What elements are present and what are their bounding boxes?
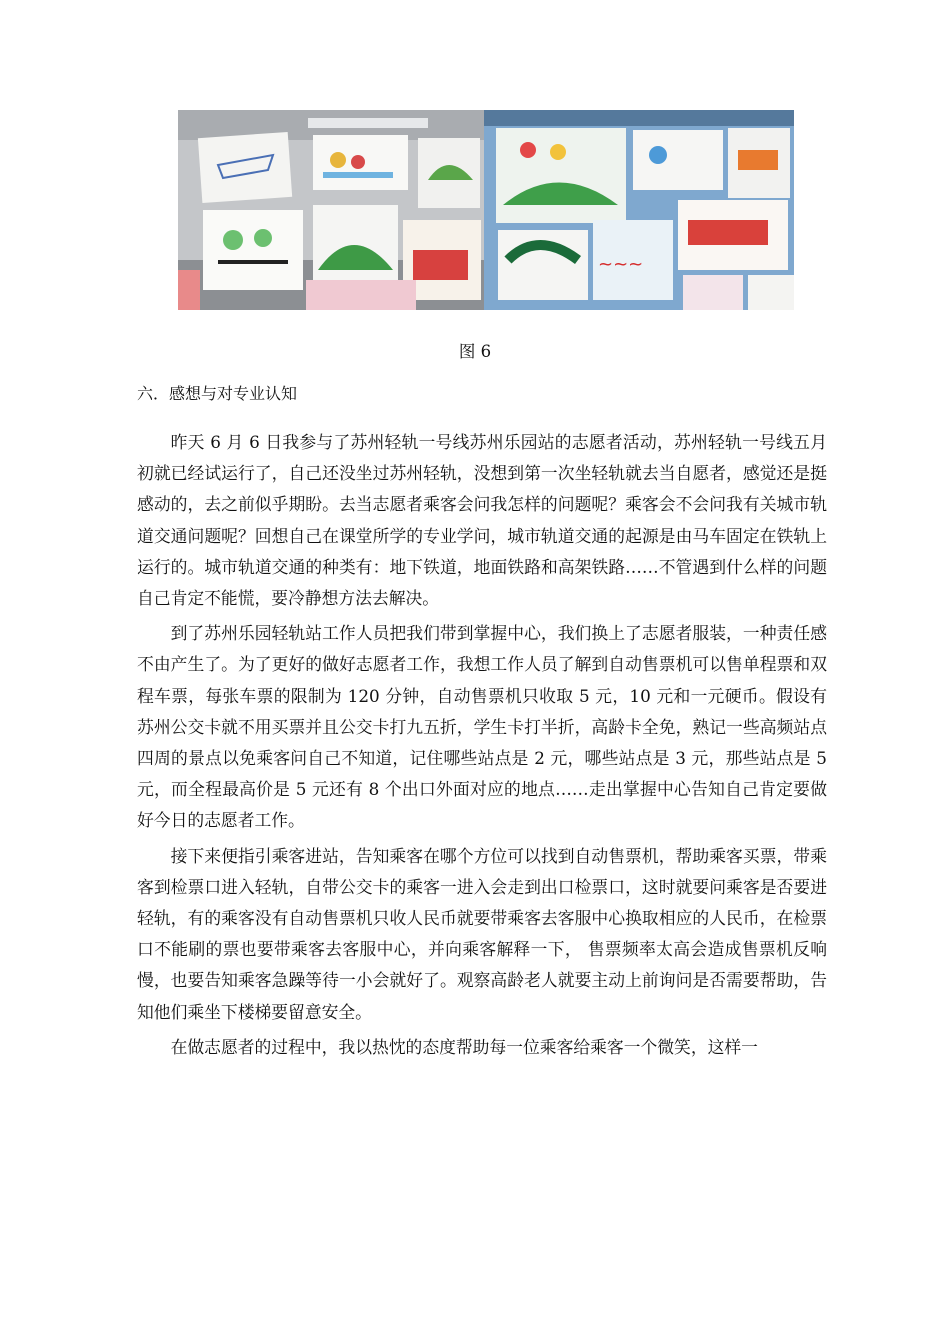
paragraph: 接下来便指引乘客进站，告知乘客在哪个方位可以找到自动售票机，帮助乘客买票，带乘客到检票口进入轻轨，自带公交卡的乘客一进入会走到出口检票口，这时就要问乘客是否要进轻轨，有的乘客没有自动售票机只收人民币就要带乘客去客服中心换取相应的人民币，在检票口不能刷的票也要带乘客去客服中心，并向乘客解释一下， 售票频率太高会造成售票机反响慢，也要告知乘客急躁等待一小会就好了。观察高龄老人就要主动上前询问是否需要帮助，告知他们乘坐下楼梯要留意安全。 bbox=[137, 845, 827, 1022]
children-drawings-wall-image bbox=[178, 110, 794, 310]
drawing-red-text-shape: ~~~ bbox=[598, 254, 644, 275]
body-text bbox=[137, 427, 827, 1063]
figure-photo bbox=[178, 110, 794, 310]
figure-caption: 图 6 bbox=[458, 342, 492, 361]
paragraph: 昨天 6 月 6 日我参与了苏州轻轨一号线苏州乐园站的志愿者活动，苏州轻轨一号线五月初就已经试运行了，自己还没坐过苏州轻轨，没想到第一次坐轻轨就去当自愿者，感觉还是挺感动的，去之前似乎期盼。去当志愿者乘客会问我怎样的问题呢？乘客会不会问我有关城市轨道交通问题呢？回想自己在课堂所学的专业学问，城市轨道交通的起源是由马车固定在铁轨上运行的。城市轨道交通的种类有：地下铁道，地面铁路和高架铁路……不管遇到什么样的问题自己肯定不能慌，要冷静想方法去解决。 bbox=[137, 432, 827, 609]
section-heading: 六．感想与对专业认知 bbox=[137, 384, 298, 403]
paragraph: 在做志愿者的过程中，我以热忱的态度帮助每一位乘客给乘客一个微笑，这样一 bbox=[170, 1036, 758, 1057]
paragraph: 到了苏州乐园轻轨站工作人员把我们带到掌握中心，我们换上了志愿者服装，一种责任感不由产生了。为了更好的做好志愿者工作，我想工作人员了解到自动售票机可以售单程票和双程车票，每张车票的限制为 120 分钟，自动售票机只收取 5 元，10 元和一元硬币。假设有苏州公交卡就不用买票并且公交卡打九五折，学生卡打半折，高龄卡全免，熟记一些高频站点四周的景点以免乘客问自己不知道，记住哪些站点是 2 元，哪些站点是 3 元，那些站点是 5 元，而全程最高价是 5 元还有 8 个出口外面对应的地点……走出掌握中心告知自己肯定要做好今日的志愿者工作。 bbox=[137, 623, 827, 831]
